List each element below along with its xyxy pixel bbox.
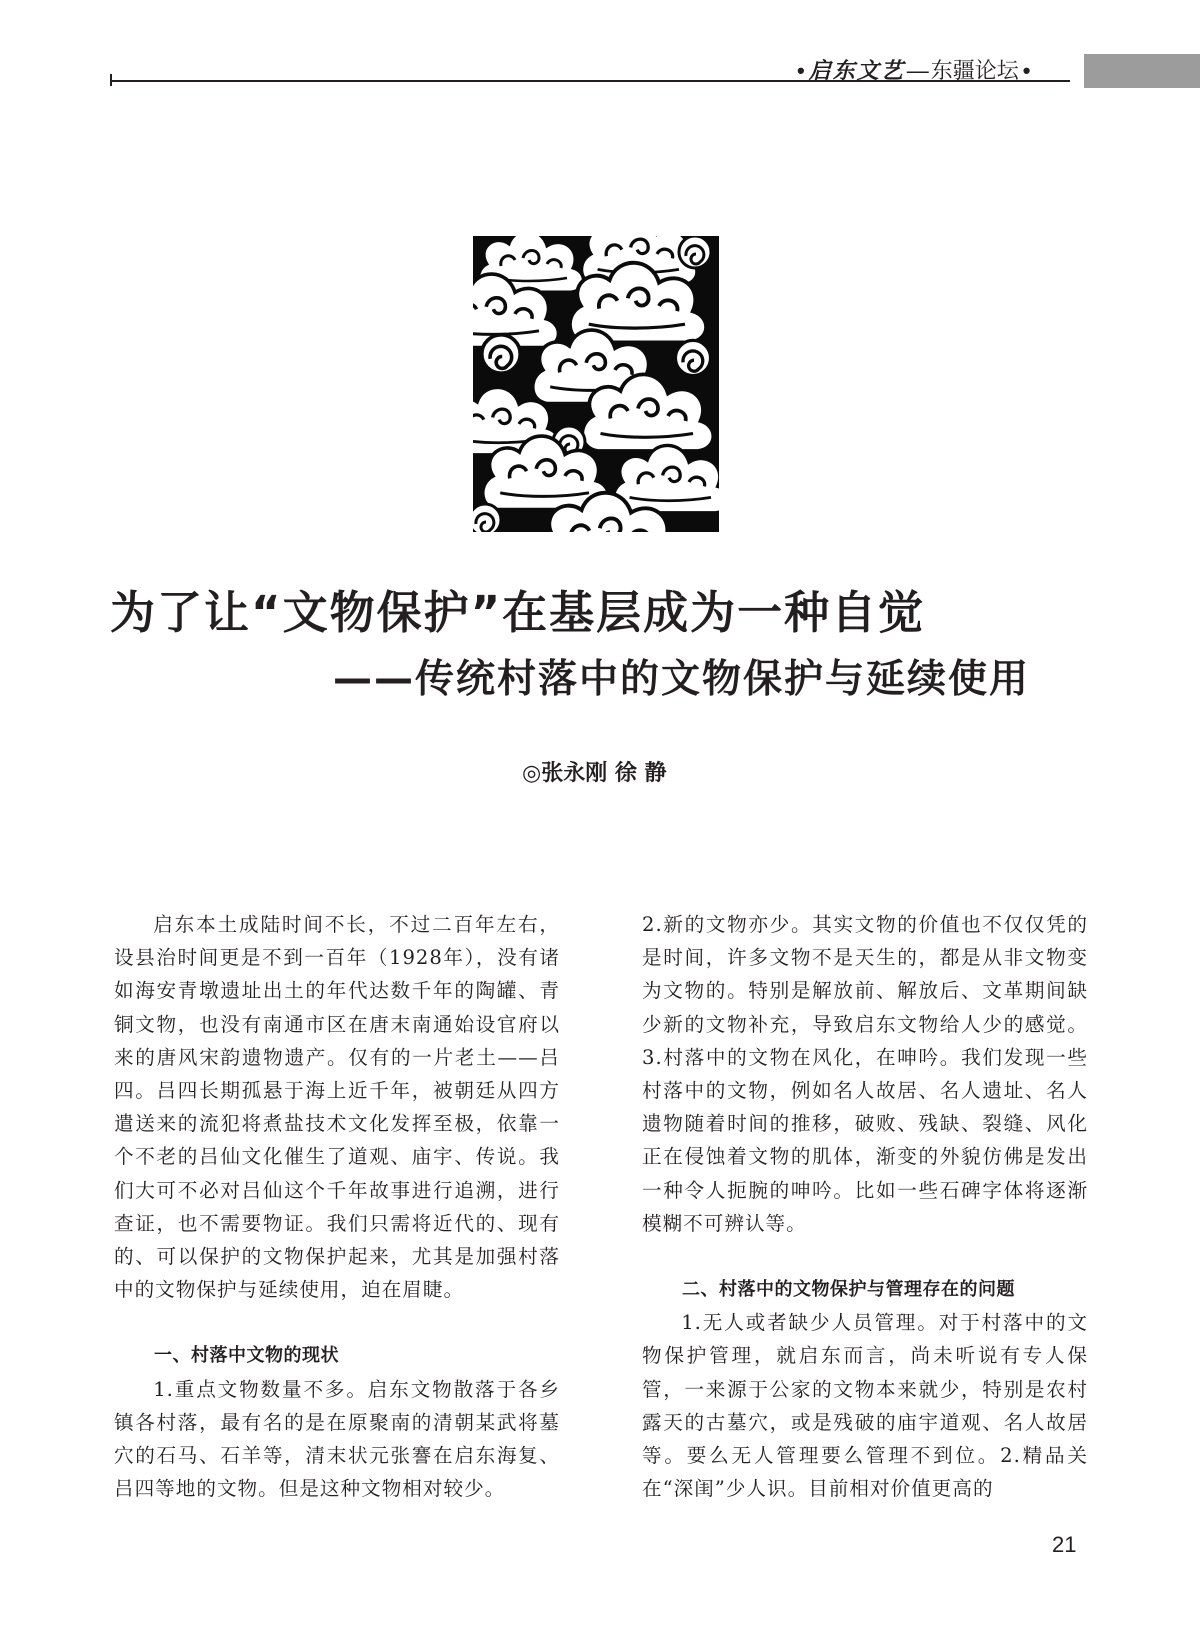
intro-paragraph: 启东本土成陆时间不长，不过二百年左右，设县治时间更是不到一百年（1928年），没有诸如海安青墩遗址出土的年代达数千年的陶罐、青铜文物，也没有南通市区在唐末南通始设官府以来的唐风宋韵遗物遗产。仅有的一片老土——吕四。吕四长期孤悬于海上近千年，被朝廷从四方遣送来的流犯将煮盐技术文化发挥至极，依靠一个不老的吕仙文化催生了道观、庙宇、传说。我们大可不必对吕仙这个千年故事进行追溯，进行查证，也不需要物证。我们只需将近代的、现有的、可以保护的文物保护起来，尤其是加强村落中的文物保护与延续使用，迫在眉睫。: [114, 913, 560, 1302]
auspicious-cloud-icon: [473, 236, 719, 532]
page-number: 21: [1052, 1532, 1077, 1557]
author-line: [522, 756, 667, 787]
section-1-paragraph: 1.重点文物数量不多。启东文物散落于各乡镇各村落，最有名的是在原聚南的清朝某武将墓穴的石马、石羊等，清末状元张謇在启东海复、吕四等地的文物。但是这种文物相对较少。: [114, 1377, 560, 1501]
article-title: 为了让“文物保护”在基层成为一种自觉: [110, 586, 926, 639]
section-2-paragraph: 1.无人或者缺少人员管理。对于村落中的文物保护管理，就启东而言，尚未听说有专人保管，一来源于公家的文物本来就少，特别是农村露天的古墓穴，或是残破的庙宇道观、名人故居等。要么无人管理要么管理不到位。2.精品关在“深闺”少人识。目前相对价值更高的: [642, 1311, 1088, 1501]
header-bullet-right: •: [1022, 58, 1031, 83]
header-bullet-left: •: [797, 58, 805, 83]
right-column: [642, 908, 1088, 1505]
author-names: 张永刚 徐 静: [541, 761, 667, 786]
running-header: [793, 54, 1034, 88]
section-2-heading: 二、村落中的文物保护与管理存在的问题: [682, 1279, 1015, 1301]
section-1-heading: 一、村落中文物的现状: [154, 1345, 339, 1367]
header-section-name: 东疆论坛: [930, 58, 1019, 83]
header-column-name: 启东文艺: [808, 58, 905, 84]
author-mark: ◎: [522, 761, 542, 786]
header-gray-band: [1084, 54, 1200, 88]
left-column: [114, 908, 560, 1505]
continued-paragraph: 2.新的文物亦少。其实文物的价值也不仅仅凭的是时间，许多文物不是天生的，都是从非文物变为文物的。特别是解放前、解放后、文革期间缺少新的文物补充，导致启东文物给人少的感觉。3.村落中的文物在风化，在呻吟。我们发现一些村落中的文物，例如名人故居、名人遗址、名人遗物随着时间的推移，破败、残缺、裂缝、风化正在侵蚀着文物的肌体，渐变的外貌仿佛是发出一种令人扼腕的呻吟。比如一些石碑字体将逐渐模糊不可辨认等。: [642, 913, 1088, 1235]
header-separator: —: [906, 58, 929, 83]
article-subtitle: ——传统村落中的文物保护与延续使用: [332, 657, 1030, 702]
